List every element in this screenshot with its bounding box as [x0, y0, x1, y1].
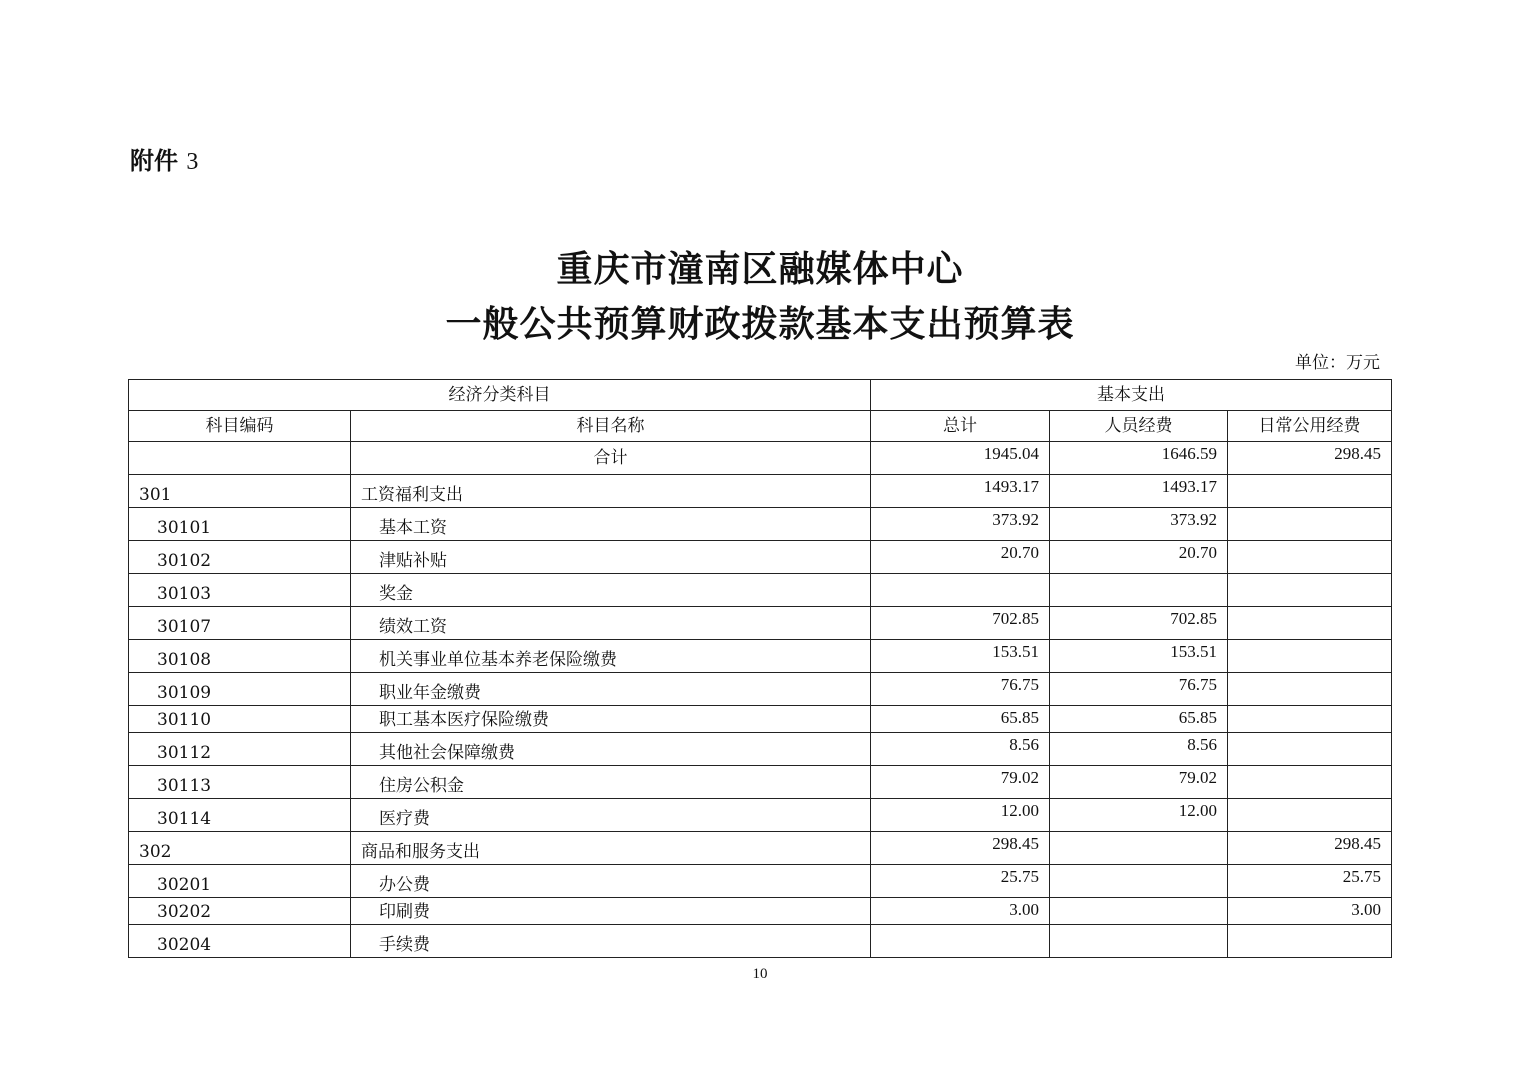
row-personnel [1050, 898, 1228, 925]
total-row-code [129, 442, 351, 475]
row-personnel [1050, 925, 1228, 958]
attachment-number: 3 [186, 149, 199, 175]
row-public: 3.00 [1228, 898, 1392, 925]
row-name: 奖金 [351, 574, 871, 607]
table-row [129, 799, 1392, 832]
column-header-total: 总计 [871, 411, 1050, 442]
row-public: 298.45 [1228, 832, 1392, 865]
row-name: 职业年金缴费 [351, 673, 871, 706]
row-personnel: 1493.17 [1050, 475, 1228, 508]
row-total [871, 574, 1050, 607]
row-name: 绩效工资 [351, 607, 871, 640]
unit-label: 单位：万元 [1295, 353, 1380, 373]
row-personnel: 8.56 [1050, 733, 1228, 766]
row-name: 医疗费 [351, 799, 871, 832]
row-name: 印刷费 [351, 898, 871, 925]
row-name: 手续费 [351, 925, 871, 958]
column-header-name: 科目名称 [351, 411, 871, 442]
row-name: 办公费 [351, 865, 871, 898]
row-public [1228, 706, 1392, 733]
row-code: 301 [129, 475, 351, 508]
row-public [1228, 733, 1392, 766]
total-row-label: 合计 [351, 442, 871, 475]
row-personnel: 373.92 [1050, 508, 1228, 541]
row-personnel [1050, 865, 1228, 898]
column-header-row [129, 411, 1392, 442]
row-personnel: 20.70 [1050, 541, 1228, 574]
row-total: 702.85 [871, 607, 1050, 640]
row-public [1228, 475, 1392, 508]
row-total: 3.00 [871, 898, 1050, 925]
table-row [129, 865, 1392, 898]
row-code: 30102 [129, 541, 351, 574]
row-public [1228, 799, 1392, 832]
row-public [1228, 541, 1392, 574]
row-public [1228, 766, 1392, 799]
row-total: 65.85 [871, 706, 1050, 733]
document-title-line2: 一般公共预算财政拨款基本支出预算表 [445, 303, 1075, 345]
total-row-total: 1945.04 [871, 442, 1050, 475]
row-total: 153.51 [871, 640, 1050, 673]
table-row [129, 925, 1392, 958]
row-personnel: 79.02 [1050, 766, 1228, 799]
table-row [129, 898, 1392, 925]
column-header-public: 日常公用经费 [1228, 411, 1392, 442]
group-header-row [129, 380, 1392, 411]
row-code: 30108 [129, 640, 351, 673]
page-number: 10 [752, 966, 768, 982]
row-public [1228, 673, 1392, 706]
table-row [129, 733, 1392, 766]
attachment-text: 附件 [130, 147, 178, 175]
table-row [129, 832, 1392, 865]
document-title-line1: 重庆市潼南区融媒体中心 [556, 248, 964, 290]
row-total: 20.70 [871, 541, 1050, 574]
row-code: 30112 [129, 733, 351, 766]
row-name: 机关事业单位基本养老保险缴费 [351, 640, 871, 673]
row-name: 津贴补贴 [351, 541, 871, 574]
row-total: 25.75 [871, 865, 1050, 898]
row-personnel: 76.75 [1050, 673, 1228, 706]
table-row [129, 541, 1392, 574]
row-code: 302 [129, 832, 351, 865]
row-total [871, 925, 1050, 958]
row-total: 1493.17 [871, 475, 1050, 508]
row-public: 25.75 [1228, 865, 1392, 898]
column-header-code: 科目编码 [129, 411, 351, 442]
row-name: 工资福利支出 [351, 475, 871, 508]
budget-table [128, 379, 1392, 958]
row-name: 其他社会保障缴费 [351, 733, 871, 766]
row-name: 基本工资 [351, 508, 871, 541]
row-personnel [1050, 574, 1228, 607]
budget-table-body [129, 380, 1392, 958]
total-row-public: 298.45 [1228, 442, 1392, 475]
table-row [129, 673, 1392, 706]
row-personnel: 12.00 [1050, 799, 1228, 832]
row-code: 30110 [129, 706, 351, 733]
group-header-economic-class: 经济分类科目 [129, 380, 871, 411]
row-total: 12.00 [871, 799, 1050, 832]
row-public [1228, 925, 1392, 958]
row-personnel [1050, 832, 1228, 865]
total-row-personnel: 1646.59 [1050, 442, 1228, 475]
row-code: 30109 [129, 673, 351, 706]
row-public [1228, 508, 1392, 541]
row-code: 30107 [129, 607, 351, 640]
table-row [129, 706, 1392, 733]
table-row [129, 508, 1392, 541]
row-public [1228, 574, 1392, 607]
row-total: 373.92 [871, 508, 1050, 541]
table-row [129, 607, 1392, 640]
column-header-personnel: 人员经费 [1050, 411, 1228, 442]
row-code: 30101 [129, 508, 351, 541]
row-name: 商品和服务支出 [351, 832, 871, 865]
row-total: 79.02 [871, 766, 1050, 799]
row-public [1228, 640, 1392, 673]
row-personnel: 65.85 [1050, 706, 1228, 733]
attachment-label [130, 146, 198, 177]
table-row [129, 640, 1392, 673]
table-row [129, 574, 1392, 607]
row-code: 30113 [129, 766, 351, 799]
row-public [1228, 607, 1392, 640]
row-code: 30202 [129, 898, 351, 925]
row-total: 76.75 [871, 673, 1050, 706]
row-name: 职工基本医疗保险缴费 [351, 706, 871, 733]
row-total: 8.56 [871, 733, 1050, 766]
row-name: 住房公积金 [351, 766, 871, 799]
row-personnel: 702.85 [1050, 607, 1228, 640]
row-code: 30201 [129, 865, 351, 898]
row-code: 30114 [129, 799, 351, 832]
group-header-basic-expenditure: 基本支出 [871, 380, 1392, 411]
row-total: 298.45 [871, 832, 1050, 865]
row-code: 30103 [129, 574, 351, 607]
row-personnel: 153.51 [1050, 640, 1228, 673]
table-row [129, 475, 1392, 508]
row-code: 30204 [129, 925, 351, 958]
table-row [129, 766, 1392, 799]
total-row [129, 442, 1392, 475]
